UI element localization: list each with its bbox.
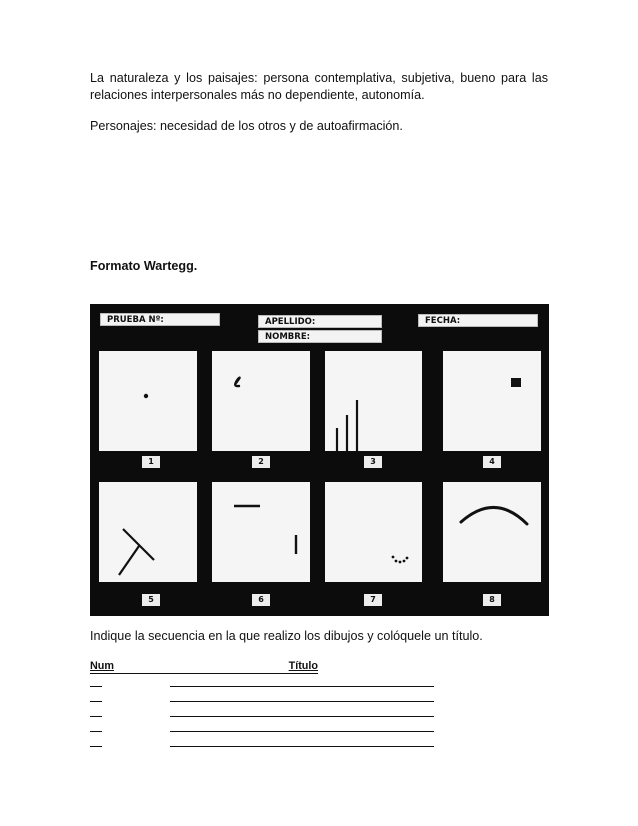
- num-blank[interactable]: [90, 716, 102, 717]
- num-blank[interactable]: [90, 701, 102, 702]
- wartegg-box-8: [443, 482, 541, 582]
- box-number-8: 8: [483, 594, 501, 606]
- wartegg-box-3: [325, 351, 422, 451]
- answer-row[interactable]: [90, 736, 450, 748]
- paragraph-naturaleza: La naturaleza y los paisajes: persona contemplativa, subjetiva, bueno para las relaciones interpersonales más no dependiente, autonomía.: [90, 71, 548, 102]
- prueba-label: PRUEBA Nº:: [100, 313, 220, 326]
- box-7-stimulus: [325, 482, 422, 582]
- num-header: Num: [90, 660, 114, 672]
- titulo-header: Título: [288, 660, 318, 672]
- apellido-label: APELLIDO:: [258, 315, 382, 328]
- box-4-stimulus: [443, 351, 541, 451]
- wartegg-box-2: [212, 351, 310, 451]
- header-underline: [90, 673, 318, 674]
- box-number-3: 3: [364, 456, 382, 468]
- fecha-label: FECHA:: [418, 314, 538, 327]
- box-3-stimulus: [325, 351, 422, 451]
- num-blank[interactable]: [90, 731, 102, 732]
- wartegg-box-5: [99, 482, 197, 582]
- title-blank[interactable]: [170, 716, 434, 717]
- box-number-2: 2: [252, 456, 270, 468]
- answer-row[interactable]: [90, 721, 450, 733]
- title-blank[interactable]: [170, 701, 434, 702]
- box-number-1: 1: [142, 456, 160, 468]
- box-number-5: 5: [142, 594, 160, 606]
- title-blank[interactable]: [170, 746, 434, 747]
- answer-row[interactable]: [90, 676, 450, 688]
- box-6-stimulus: [212, 482, 310, 582]
- wartegg-box-1: [99, 351, 197, 451]
- wartegg-form-image: [90, 304, 549, 616]
- box-8-stimulus: [443, 482, 541, 582]
- answer-row[interactable]: [90, 706, 450, 718]
- box-number-4: 4: [483, 456, 501, 468]
- paragraph-personajes: Personajes: necesidad de los otros y de autoafirmación.: [90, 119, 403, 133]
- box-1-stimulus: [99, 351, 197, 451]
- wartegg-box-7: [325, 482, 422, 582]
- box-2-stimulus: [212, 351, 310, 451]
- title-blank[interactable]: [170, 686, 434, 687]
- num-blank[interactable]: [90, 746, 102, 747]
- paragraph-instruccion: Indique la secuencia en la que realizo los dibujos y colóquele un título.: [90, 629, 483, 643]
- title-blank[interactable]: [170, 731, 434, 732]
- box-number-6: 6: [252, 594, 270, 606]
- box-5-stimulus: [99, 482, 197, 582]
- answer-row[interactable]: [90, 691, 450, 703]
- num-blank[interactable]: [90, 686, 102, 687]
- nombre-label: NOMBRE:: [258, 330, 382, 343]
- section-title-formato: Formato Wartegg.: [90, 259, 198, 273]
- box-number-7: 7: [364, 594, 382, 606]
- wartegg-box-4: [443, 351, 541, 451]
- wartegg-box-6: [212, 482, 310, 582]
